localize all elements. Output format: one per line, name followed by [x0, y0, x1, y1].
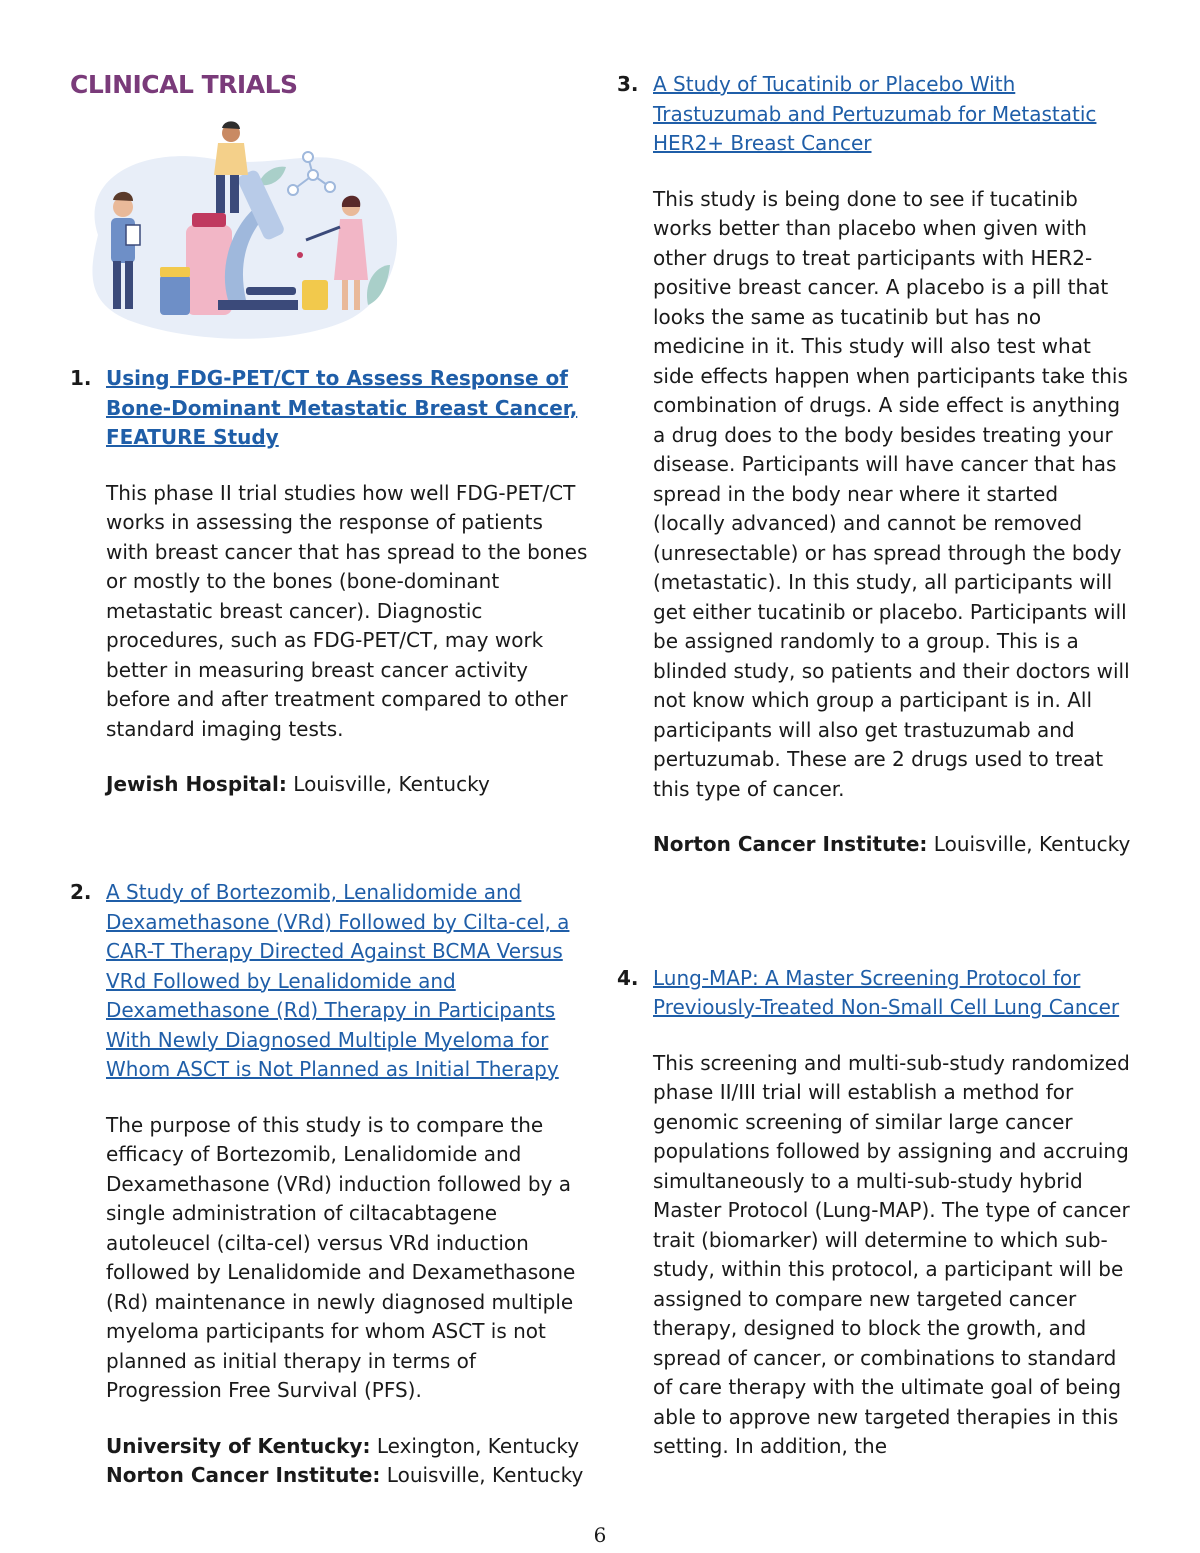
researchers-with-microscope-illustration [68, 115, 408, 340]
trial-description: The purpose of this study is to compare the efficacy of Bortezomib, Lenalidomide and Dexamethasone (VRd) induction followed by a single administration of ciltacabtagene autoleucel (cilta-cel) versus VRd induction followed by Lenalidomide and Dexamethasone (Rd) maintenance in newly diagnosed multiple myeloma participants for whom ASCT is not planned as initial therapy in terms of Progression Free Survival (PFS). [106, 1112, 576, 1402]
trial-title-link[interactable]: A Study of Bortezomib, Lenalidomide and Dexamethasone (VRd) Followed by Cilta-cel, a CAR-T Therapy Directed Against BCMA Versus VRd Followed by Lenalidomide and Dexamethasone (Rd) Therapy in Participants With Newly Diagnosed Multiple Myeloma for Whom ASCT is Not Planned as Initial Therapy [106, 880, 570, 1081]
pill-jar-icon [160, 275, 190, 315]
trial-entry-2 [68, 878, 588, 1491]
right-column [615, 70, 1135, 1462]
trial-site [106, 770, 588, 800]
trial-sites [106, 1432, 588, 1491]
page-number: 6 [593, 1523, 607, 1547]
trial-description: This study is being done to see if tucatinib works better than placebo when given with other drugs to treat participants with HER2-positive breast cancer. A placebo is a pill that looks the same as tucatinib but has no medicine in it. This study will also test what side effects happen when participants take this combination of drugs. A side effect is anything a drug does to the body besides treating your disease. Participants will have cancer that has spread in the body near where it started (locally advanced) and cannot be removed (unresectable) or has spread through the body (metastatic). In this study, all participants will get either tucatinib or placebo. Participants will be assigned randomly to a group. This is a blinded study, so patients and their doctors will not know which group a participant is in. All participants will also get trastuzumab and pertuzumab. These are 2 drugs used to treat this type of cancer. [653, 186, 1130, 801]
trial-sites [653, 830, 1135, 860]
trial-number: 4. [617, 965, 639, 990]
site-name: Norton Cancer Institute: [106, 1463, 381, 1487]
trial-entry-3 [615, 70, 1135, 860]
trial-sites [106, 770, 588, 800]
trial-site [653, 830, 1135, 860]
section-heading: CLINICAL TRIALS [70, 70, 298, 99]
site-name: Norton Cancer Institute: [653, 832, 928, 856]
trial-title-link[interactable]: Lung-MAP: A Master Screening Protocol for Previously-Treated Non-Small Cell Lung Cancer [653, 965, 1120, 1019]
trial-title-link[interactable]: Using FDG-PET/CT to Assess Response of Bone-Dominant Metastatic Breast Cancer, FEATURE Study [106, 366, 578, 449]
sample-jar-icon [302, 280, 328, 310]
site-name: University of Kentucky: [106, 1433, 371, 1458]
trial-site [106, 1432, 588, 1462]
trial-title-link[interactable]: A Study of Tucatinib or Placebo With Trastuzumab and Pertuzumab for Metastatic HER2+ Breast Cancer [653, 72, 1097, 155]
trial-entry-4 [615, 964, 1135, 1462]
droplet-icon [297, 252, 303, 258]
trial-entry-1 [68, 364, 588, 796]
trial-site [106, 1461, 588, 1491]
site-location: Louisville, Kentucky [933, 832, 1131, 856]
site-name: Jewish Hospital: [106, 772, 287, 796]
site-location: Louisville, Kentucky [386, 1463, 584, 1487]
site-location: Louisville, Kentucky [293, 772, 490, 796]
trial-description: This screening and multi-sub-study randomized phase II/III trial will establish a method for genomic screening of similar large cancer populations followed by assigning and accruing simultaneously to a multi-sub-study hybrid Master Protocol (Lung-MAP). The type of cancer trait (biomarker) will determine to which sub-study, within this protocol, a participant will be assigned to compare new targeted cancer therapy, designed to block the growth, and spread of cancer, or combinations to standard of care therapy with the ultimate goal of being able to approve new targeted therapies in this setting. In addition, the [653, 1050, 1130, 1458]
site-location: Lexington, Kentucky [376, 1433, 580, 1458]
left-column [68, 364, 588, 1491]
trial-number: 3. [617, 72, 639, 96]
trial-description: This phase II trial studies how well FDG-PET/CT works in assessing the response of patients with breast cancer that has spread to the bones or mostly to the bones (bone-dominant metastatic breast cancer). Diagnostic procedures, such as FDG-PET/CT, may work better in measuring breast cancer activity before and after treatment compared to other standard imaging tests. [106, 480, 588, 741]
trial-number: 2. [70, 880, 92, 904]
trial-number: 1. [70, 366, 92, 390]
